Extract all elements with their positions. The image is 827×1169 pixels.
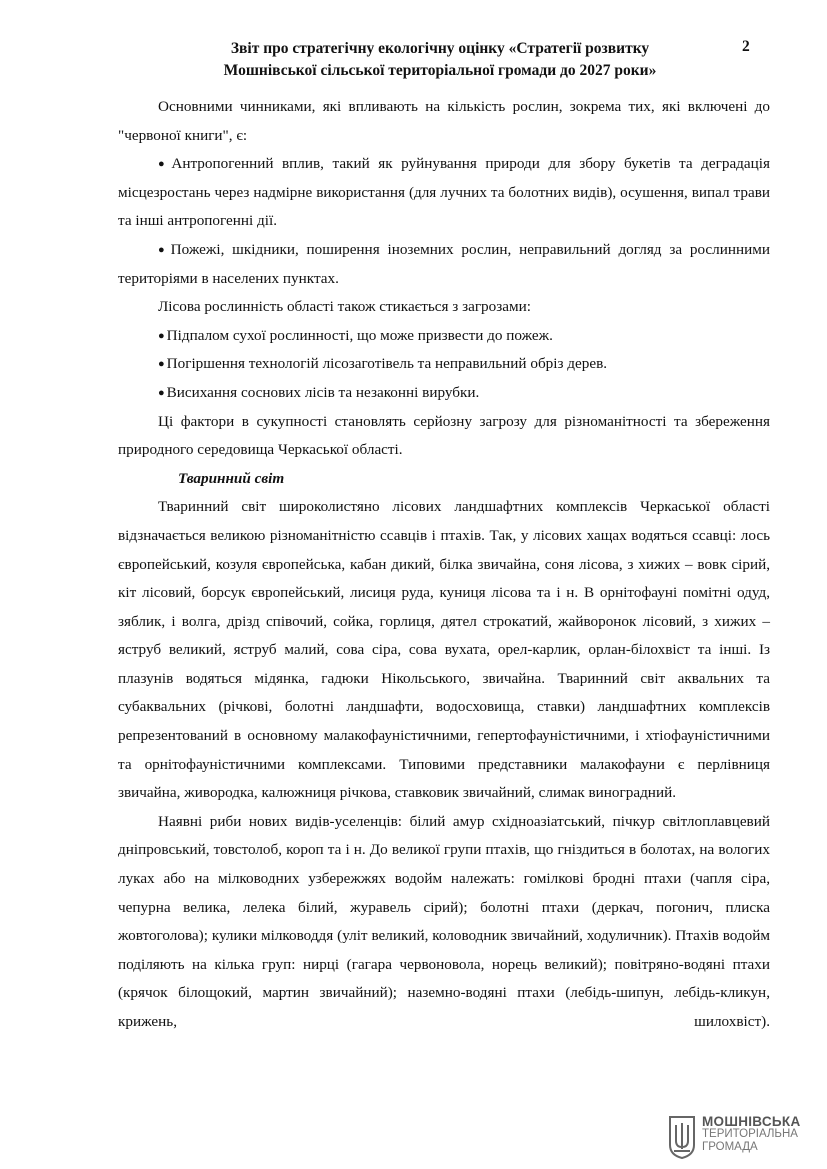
fauna-paragraph-2: Наявні риби нових видів-уселенців: білий амур східноазіатський, пічкур світлоплавцевий дніпровський, товстолоб, короп та і н. До великої групи птахів, що гніздиться в болотах, на вологих луках або на мілководних узбережжях водойм належать: гомілкові бродні птахи (чапля сіра, чепурна велика, лелека білий, журавель сірий); болотні птахи (деркач, погонич, плиска жовтоголова); кулики мілководдя (уліт великий, коловодник звичайний, ходуличник). Птахів водойм поділяють на кілька груп: нирці (гагара червоновола, норець великий); повітряно-водяні птахи (крячок білощокий, мартин звичайний); наземно-водяні птахи (лебідь-шипун, лебідь-кликун, крижень, шилохвіст).	[118, 812, 770, 1030]
community-logo	[668, 1113, 818, 1163]
fauna-paragraph-1: Тваринний світ широколистяно лісових ландшафтних комплексів Черкаської області відзначається великою різноманітністю ссавців і птахів. Так, у лісових хащах водяться ссавці: лось європейський, козуля європейська, кабан дикий, білка звичайна, соня лісова, з хижих – вовк сірий, кіт лісовий, борсук європейський, лисиця руда, куниця лісова та і н. В орнітофауні помітні одуд, зяблик, і волга, дрізд співочий, сойка, горлиця, дятел строкатий, жайворонок лісовий, з хижих – яструб великий, яструб малий, сова сіра, сова вухата, орел-карлик, орлан-білохвіст та інші. Із плазунів водяться мідянка, гадюки Нікольського, звичайна. Тваринний світ аквальних та субаквальних (річкові, болотні ландшафти, водосховища, ставки) ландшафтних комплексів репрезентований в основному малакофауністичними, гепертофауністичними, і хтіофауністичними та орнітофауністичними комплексами. Типовими представники малакофауни є перлівниця звичайна, живородка, калюжниця річкова, ставковик звичайний, слимак виноградний.	[118, 498, 770, 802]
forest-intro-paragraph: Лісова рослинність області також стикається з загрозами:	[158, 298, 531, 316]
title-line-1: Звіт про стратегічну екологічну оцінку «Стратегії розвитку	[230, 40, 650, 57]
document-title	[160, 38, 720, 82]
document-body	[118, 93, 770, 1037]
bullet-icon: ●	[158, 358, 165, 371]
bullet-item: ● Антропогенний вплив, такий як руйнування природи для збору букетів та деградація місцезростань через надмірне використання (для лучних та болотних видів), осушення, випал трави та інші антропогенні дії.	[118, 155, 770, 230]
logo-text	[702, 1115, 801, 1154]
bullet-item: ● Висихання соснових лісів та незаконні вирубки.	[158, 383, 480, 401]
title-line-2: Мошнівської сільської територіальної громади до 2027 роки»	[223, 62, 657, 79]
page-number: 2	[742, 38, 750, 55]
logo-line-3: ГРОМАДА	[702, 1141, 758, 1153]
bullet-icon: ●	[158, 386, 165, 399]
summary-paragraph: Ці фактори в сукупності становлять серйозну загрозу для різноманітності та збереження природного середовища Черкаської області.	[118, 412, 770, 459]
bullet-icon: ●	[158, 158, 170, 171]
logo-line-1: МОШНІВСЬКА	[702, 1114, 801, 1129]
intro-paragraph: Основними чинниками, які впливають на кількість рослин, зокрема тих, які включені до "червоної книги", є:	[118, 98, 770, 144]
section-heading-fauna: Тваринний світ	[178, 469, 285, 487]
bullet-item: ● Підпалом сухої рослинності, що може призвести до пожеж.	[158, 326, 553, 344]
bullet-item: ● Пожежі, шкідники, поширення іноземних рослин, неправильний догляд за рослинними територіями в населених пунктах.	[118, 240, 770, 287]
logo-line-2: ТЕРИТОРІАЛЬНА	[702, 1128, 798, 1140]
bullet-icon: ●	[158, 243, 169, 256]
trident-icon	[668, 1115, 696, 1159]
bullet-item: ● Погіршення технологій лісозаготівель та неправильний обріз дерев.	[158, 355, 608, 373]
bullet-icon: ●	[158, 329, 165, 342]
